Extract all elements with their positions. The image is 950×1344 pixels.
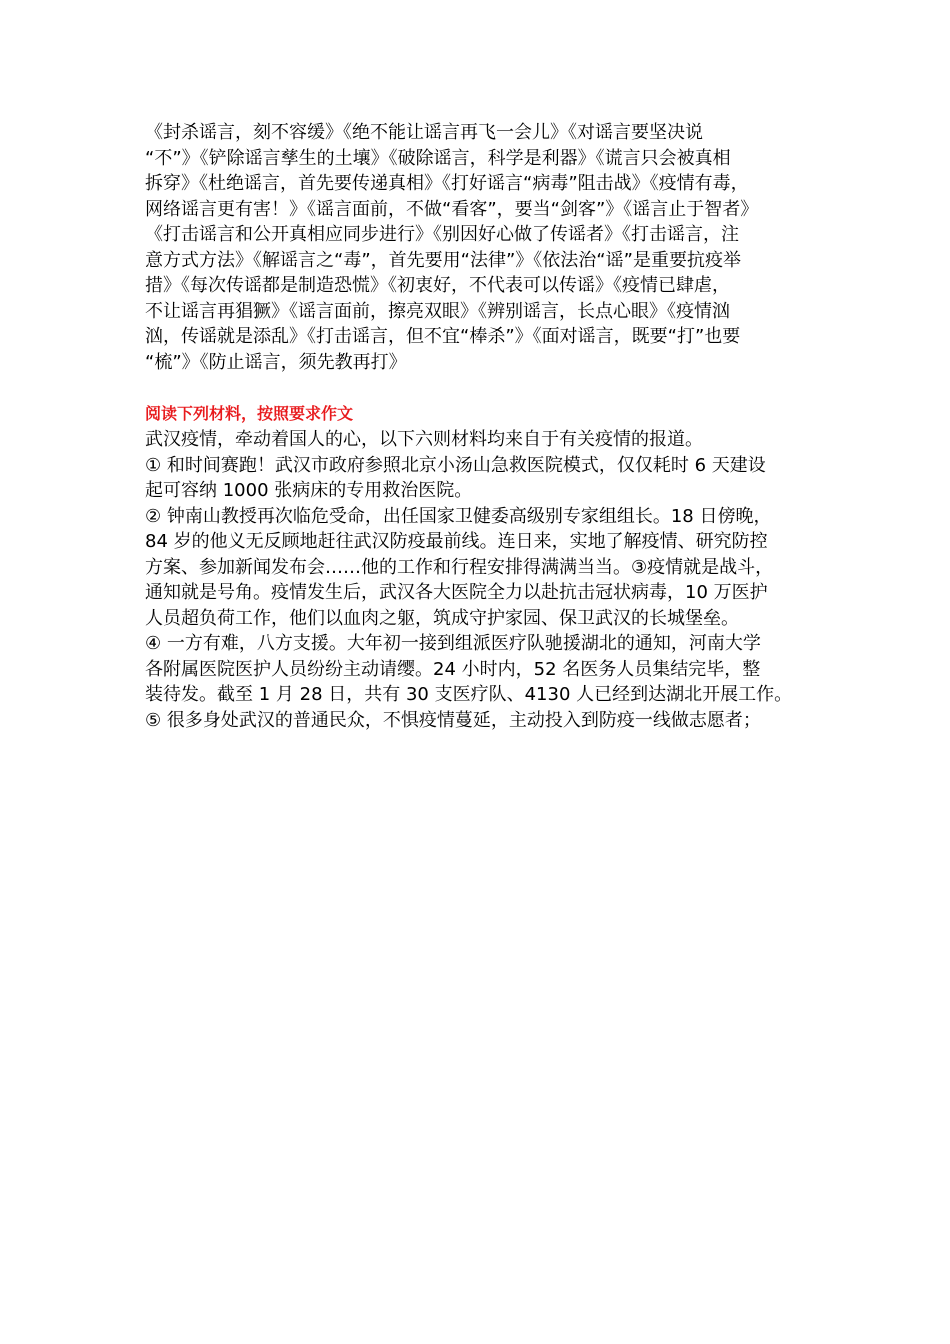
document-page bbox=[145, 120, 810, 733]
text-line: “梳”》《防止谣言，须先教再打》 bbox=[145, 351, 407, 373]
rumor-titles-paragraph bbox=[145, 120, 810, 375]
text-line: 起可容纳 1000 张病床的专用救治医院。 bbox=[145, 480, 473, 501]
text-line: 方案、参加新闻发布会……他的工作和行程安排得满满当当。③疫情就是战斗， bbox=[145, 556, 774, 578]
text-line: 《封杀谣言，刻不容缓》《绝不能让谣言再飞一会儿》《对谣言要坚决说 bbox=[145, 122, 703, 143]
section-spacer bbox=[145, 375, 810, 401]
text-line: 不让谣言再猖獗》《谣言面前，擦亮双眼》《辨别谣言，长点心眼》《疫情汹 bbox=[145, 300, 730, 322]
text-line: 意方式方法》《解谣言之“毒”，首先要用“法律”》《依法治“谣”是重要抗疫举 bbox=[145, 249, 741, 271]
essay-materials-paragraph bbox=[145, 427, 810, 733]
text-line: 人员超负荷工作，他们以血肉之躯，筑成守护家园、保卫武汉的长城堡垒。 bbox=[145, 607, 739, 629]
text-line: 装待发。截至 1 月 28 日，共有 30 支医疗队、4130 人已经到达湖北开展工作。 bbox=[145, 684, 793, 705]
text-line: 武汉疫情，牵动着国人的心，以下六则材料均来自于有关疫情的报道。 bbox=[145, 429, 703, 450]
text-line: 通知就是号角。疫情发生后，武汉各大医院全力以赴抗击冠状病毒，10 万医护 bbox=[145, 582, 768, 603]
essay-prompt-heading: 阅读下列材料，按照要求作文 bbox=[145, 404, 354, 423]
text-line: ② 钟南山教授再次临危受命，出任国家卫健委高级别专家组组长。18 日傍晚， bbox=[145, 505, 772, 527]
text-line: 汹，传谣就是添乱》《打击谣言，但不宜“棒杀”》《面对谣言，既要“打”也要 bbox=[145, 326, 741, 347]
text-line: “不”》《铲除谣言孳生的土壤》《破除谣言，科学是利器》《谎言只会被真相 bbox=[145, 147, 731, 169]
text-line: ① 和时间赛跑！武汉市政府参照北京小汤山急救医院模式，仅仅耗时 6 天建设 bbox=[145, 454, 766, 476]
text-line: 各附属医院医护人员纷纷主动请缨。24 小时内，52 名医务人员集结完毕，整 bbox=[145, 658, 761, 680]
text-line: 84 岁的他义无反顾地赶往武汉防疫最前线。连日来，实地了解疫情、研究防控 bbox=[145, 531, 768, 552]
text-line: 《打击谣言和公开真相应同步进行》《别因好心做了传谣者》《打击谣言，注 bbox=[145, 224, 739, 245]
text-line: ⑤ 很多身处武汉的普通民众，不惧疫情蔓延，主动投入到防疫一线做志愿者； bbox=[145, 709, 761, 731]
text-line: 拆穿》《杜绝谣言，首先要传递真相》《打好谣言“病毒”阻击战》《疫情有毒， bbox=[145, 173, 749, 194]
text-line: ④ 一方有难，八方支援。大年初一接到组派医疗队驰援湖北的通知，河南大学 bbox=[145, 633, 761, 654]
text-line: 网络谣言更有害！》《谣言面前，不做“看客”，要当“剑客”》《谣言止于智者》 bbox=[145, 198, 759, 220]
text-line: 措》《每次传谣都是制造恐慌》《初衷好，不代表可以传谣》《疫情已肆虐， bbox=[145, 275, 730, 296]
